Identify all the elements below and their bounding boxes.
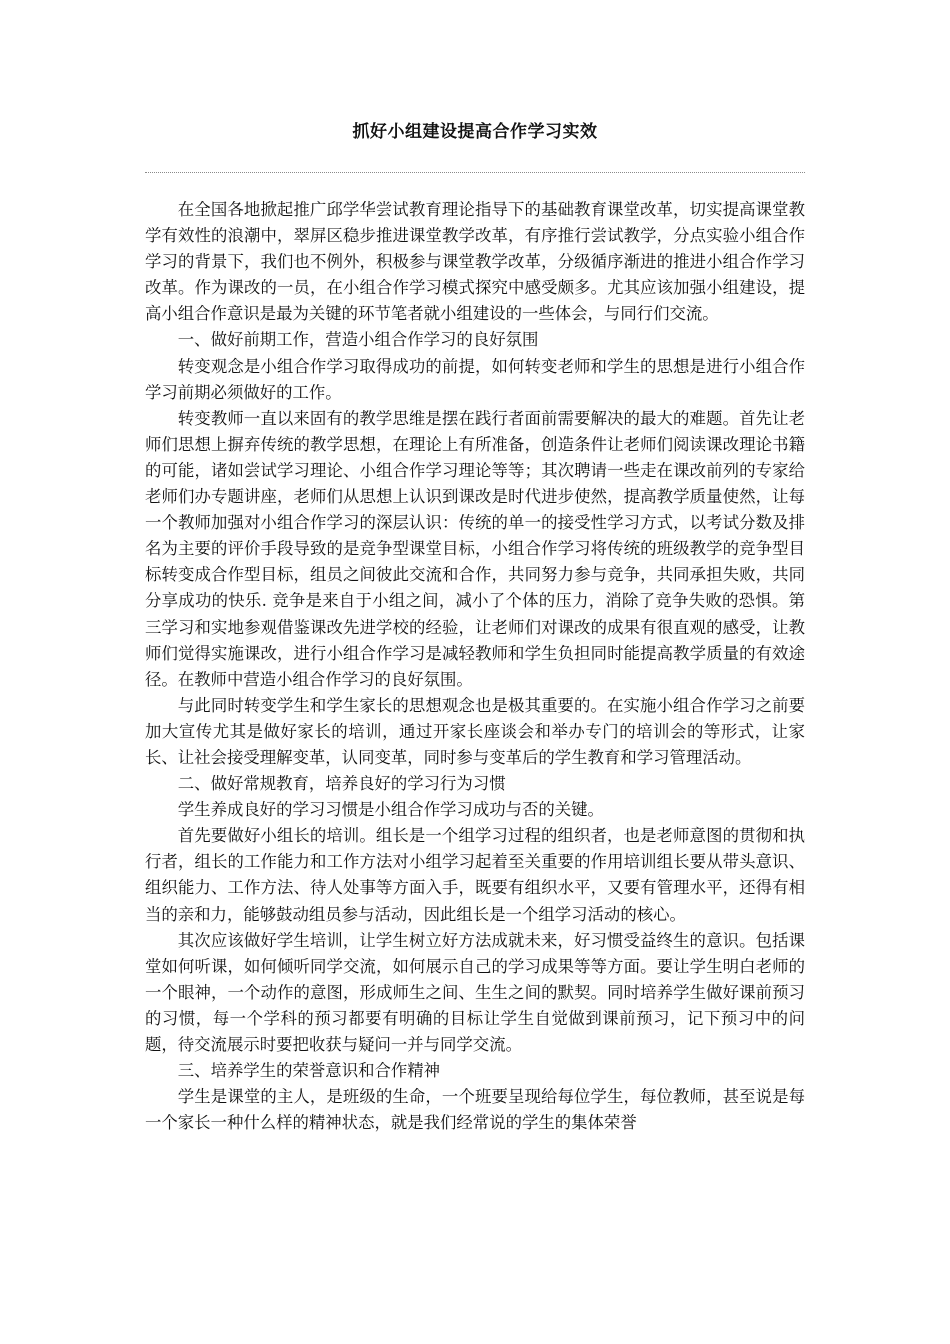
section-heading-3: 三、培养学生的荣誉意识和合作精神 (177, 1061, 441, 1081)
intro-paragraph: 在全国各地掀起推广邱学华尝试教育理论指导下的基础教育课堂改革，切实提高课堂教学有效性的浪潮中，翠屏区稳步推进课堂教学改革，有序推行尝试教学，分点实验小组合作学习的背景下，我们也不例外，积极参与课堂教学改革，分级循序渐进的推进小组合作学习改革。作为课改的一员，在小组合作学习模式探究中感受颇多。尤其应该加强小组建设，提高小组合作意识是最为关键的环节笔者就小组建设的一些体会，与同行们交流。 (145, 200, 805, 324)
title-divider (145, 172, 805, 173)
document-title: 抓好小组建设提高合作学习实效 (352, 122, 598, 142)
section-heading-1: 一、做好前期工作，营造小组合作学习的良好氛围 (177, 330, 539, 350)
document-body (145, 197, 805, 1136)
body-paragraph: 转变教师一直以来固有的教学思维是摆在践行者面前需要解决的最大的难题。首先让老师们思想上摒弃传统的教学思想，在理论上有所准备，创造条件让老师们阅读课改理论书籍的可能，诸如尝试学习理论、小组合作学习理论等等；其次聘请一些走在课改前列的专家给老师们办专题讲座，老师们从思想上认识到课改是时代进步使然，提高教学质量使然，让每一个教师加强对小组合作学习的深层认识：传统的单一的接受性学习方式，以考试分数及排名为主要的评价手段导致的是竞争型课堂目标，小组合作学习将传统的班级教学的竞争型目标转变成合作型目标，组员之间彼此交流和合作，共同努力参与竞争，共同承担失败，共同分享成功的快乐. 竞争是来自于小组之间，减小了个体的压力，消除了竞争失败的恐惧。第三学习和实地参观借鉴课改先进学校的经验，让老师们对课改的成果有很直观的感受，让教师们觉得实施课改，进行小组合作学习是减轻教师和学生负担同时能提高教学质量的有效途径。在教师中营造小组合作学习的良好氛围。 (145, 408, 805, 689)
body-paragraph: 学生是课堂的主人，是班级的生命，一个班要呈现给每位学生，每位教师，甚至说是每一个家长一种什么样的精神状态，就是我们经常说的学生的集体荣誉 (145, 1087, 805, 1133)
body-paragraph: 学生养成良好的学习习惯是小组合作学习成功与否的关键。 (177, 800, 604, 820)
body-paragraph: 与此同时转变学生和学生家长的思想观念也是极其重要的。在实施小组合作学习之前要加大宣传尤其是做好家长的培训，通过开家长座谈会和举办专门的培训会的等形式，让家长、让社会接受理解变革，认同变革，同时参与变革后的学生教育和学习管理活动。 (145, 695, 805, 767)
body-paragraph: 其次应该做好学生培训，让学生树立好方法成就未来，好习惯受益终生的意识。包括课堂如何听课，如何倾听同学交流，如何展示自己的学习成果等等方面。要让学生明白老师的一个眼神，一个动作的意图，形成师生之间、生生之间的默契。同时培养学生做好课前预习的习惯，每一个学科的预习都要有明确的目标让学生自觉做到课前预习，记下预习中的问题，待交流展示时要把收获与疑问一并与同学交流。 (145, 930, 805, 1054)
body-paragraph: 首先要做好小组长的培训。组长是一个组学习过程的组织者，也是老师意图的贯彻和执行者，组长的工作能力和工作方法对小组学习起着至关重要的作用培训组长要从带头意识、组织能力、工作方法、待人处事等方面入手，既要有组织水平，又要有管理水平，还得有相当的亲和力，能够鼓动组员参与活动，因此组长是一个组学习活动的核心。 (145, 826, 805, 924)
section-heading-2: 二、做好常规教育，培养良好的学习行为习惯 (177, 774, 506, 794)
body-paragraph: 转变观念是小组合作学习取得成功的前提，如何转变老师和学生的思想是进行小组合作学习前期必须做好的工作。 (145, 356, 805, 402)
